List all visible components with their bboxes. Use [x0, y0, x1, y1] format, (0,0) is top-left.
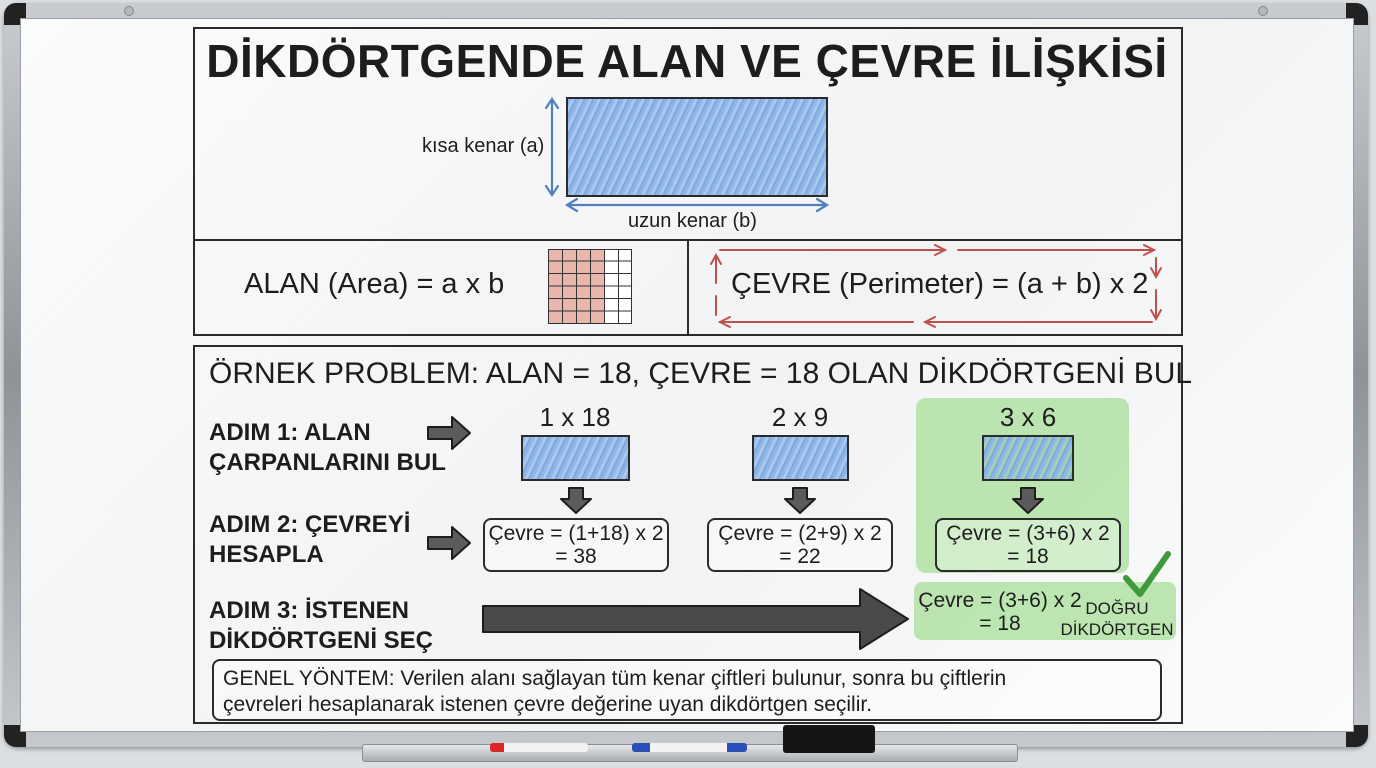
candidate-1-result: = 38 [555, 545, 597, 568]
area-formula: ALAN (Area) = a x b [244, 268, 505, 300]
candidate-3-result: = 18 [1007, 545, 1049, 568]
step-arrows [428, 417, 1043, 649]
method-line-1: GENEL YÖNTEM: Verilen alanı sağlayan tüm kenar çiftleri bulunur, sonra bu çiftlerin [223, 667, 1007, 690]
perimeter-arrows [711, 245, 1161, 327]
perimeter-formula: ÇEVRE (Perimeter) = (a + b) x 2 [731, 268, 1149, 300]
candidate-2-calc: Çevre = (2+9) x 2 [718, 522, 882, 545]
candidate-2-result: = 22 [779, 545, 821, 568]
answer-result-line: = 18 [979, 612, 1021, 635]
page-title: DİKDÖRTGENDE ALAN VE ÇEVRE İLİŞKİSİ [206, 35, 1168, 87]
problem-heading: ÖRNEK PROBLEM: ALAN = 18, ÇEVRE = 18 OLAN DİKDÖRTGENİ BUL [209, 357, 1193, 390]
check-mark-icon [1126, 554, 1168, 594]
candidate-1-dims: 1 x 18 [539, 402, 611, 432]
step-1-line-1: ADIM 1: ALAN [209, 419, 371, 446]
correct-label-line-2: DİKDÖRTGEN [1060, 620, 1174, 639]
step-1-line-2: ÇARPANLARINI BUL [209, 449, 446, 476]
step-2-line-2: HESAPLA [209, 541, 324, 568]
candidate-1-calc: Çevre = (1+18) x 2 [488, 522, 664, 545]
candidate-3-dims: 3 x 6 [999, 402, 1057, 432]
down-arrow-icon [561, 488, 591, 513]
step-3-line-2: DİKDÖRTGENİ SEÇ [209, 627, 434, 654]
step-3-long-arrow-icon [483, 589, 908, 649]
method-line-2: çevreleri hesaplanarak istenen çevre değerine uyan dikdörtgen seçilir. [223, 693, 873, 716]
candidate-2-dims: 2 x 9 [771, 402, 829, 432]
step-2-arrow-icon [428, 527, 470, 559]
short-side-label: kısa kenar (a) [422, 135, 545, 157]
candidate-3-calc: Çevre = (3+6) x 2 [946, 522, 1110, 545]
dimension-arrows [546, 99, 827, 211]
step-3-line-1: ADIM 3: İSTENEN [209, 597, 410, 624]
step-1-arrow-icon [428, 417, 470, 449]
long-side-label: uzun kenar (b) [628, 210, 757, 232]
down-arrow-icon [785, 488, 815, 513]
step-2-line-1: ADIM 2: ÇEVREYİ [209, 511, 411, 538]
down-arrow-icon [1013, 488, 1043, 513]
correct-label-line-1: DOĞRU [1085, 599, 1149, 618]
answer-calc-line: Çevre = (3+6) x 2 [918, 589, 1082, 612]
